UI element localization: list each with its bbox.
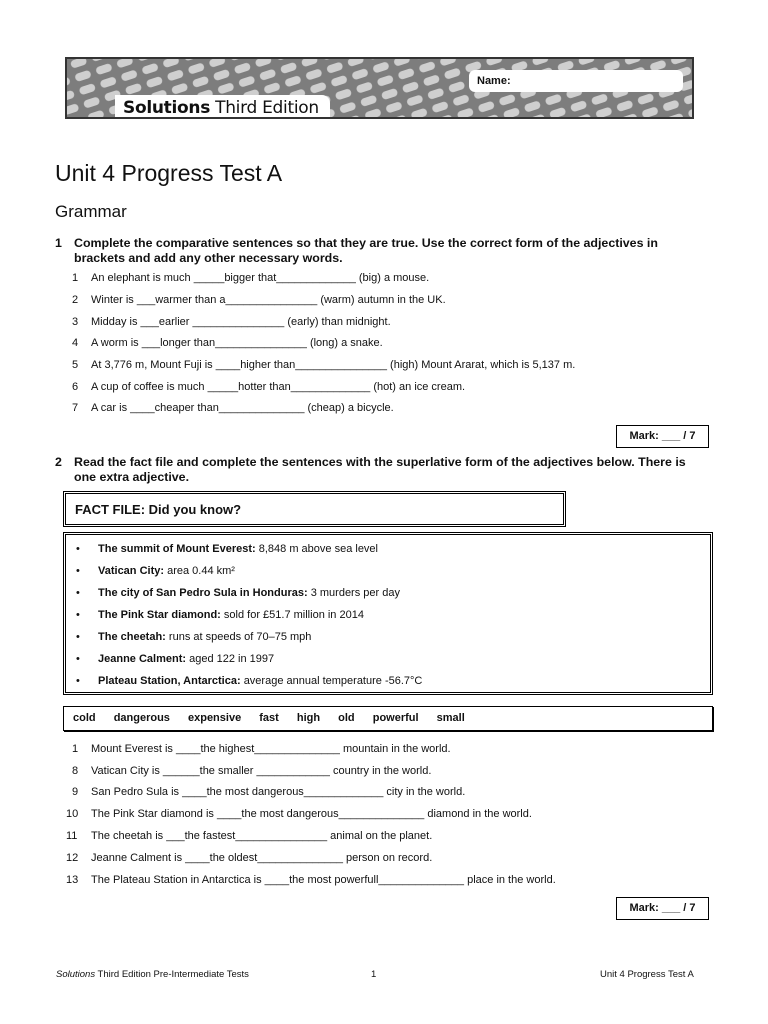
section-heading: Grammar — [55, 202, 127, 221]
fact-value: average annual temperature -56.7°C — [243, 675, 423, 687]
adjective-word: high — [296, 712, 321, 724]
fact-value: 3 murders per day — [310, 587, 400, 599]
item-number: 7 — [72, 402, 79, 414]
fact-label: The city of San Pedro Sula in Honduras: — [98, 587, 308, 599]
adjective-word: old — [338, 712, 355, 724]
question-number: 2 — [55, 455, 62, 469]
item-text: Mount Everest is ____the highest______________ mountain in the world. — [91, 743, 451, 755]
item-text: San Pedro Sula is ____the most dangerous_____________ city in the world. — [91, 786, 466, 798]
item-text: A worm is ___longer than_______________ (long) a snake. — [91, 337, 383, 349]
q2-item — [72, 764, 431, 778]
item-text: The Plateau Station in Antarctica is ____the most powerfull______________ place in the world. — [91, 874, 556, 886]
item-number: 5 — [72, 359, 79, 371]
item-number: 8 — [72, 765, 79, 777]
fact-label: Jeanne Calment: — [98, 653, 187, 665]
item-number: 11 — [66, 830, 78, 842]
footer-series: Solutions — [56, 969, 96, 980]
adjective-word: cold — [73, 712, 96, 724]
question-2-instruction — [55, 455, 695, 485]
page-title: Unit 4 Progress Test A — [55, 160, 283, 186]
adjective-word: powerful — [372, 712, 419, 724]
item-text: A cup of coffee is much _____hotter than_____________ (hot) an ice cream. — [91, 381, 466, 393]
fact-file-box — [63, 532, 713, 695]
q1-item — [72, 358, 575, 372]
fact-value: 8,848 m above sea level — [258, 543, 378, 555]
q1-item — [72, 315, 391, 329]
fact-value: sold for £51.7 million in 2014 — [223, 609, 364, 621]
q1-mark-box: Mark: ___ / 7 — [616, 425, 709, 448]
fact-item: • The cheetah: runs at speeds of 70–75 mph — [76, 631, 312, 643]
item-text: Midday is ___earlier _______________ (early) than midnight. — [91, 316, 391, 328]
item-number: 4 — [72, 337, 79, 349]
fact-label: The summit of Mount Everest: — [98, 543, 256, 555]
fact-item: • The Pink Star diamond: sold for £51.7 million in 2014 — [76, 609, 364, 621]
question-text: Read the fact file and complete the sentences with the superlative form of the adjectives below. There is one extra adjective. — [74, 455, 686, 484]
item-text: The cheetah is ___the fastest_______________ animal on the planet. — [91, 830, 433, 842]
q1-item — [72, 401, 394, 415]
footer-left — [56, 969, 249, 980]
fact-label: The cheetah: — [98, 631, 166, 643]
header-banner — [65, 57, 694, 119]
item-number: 1 — [72, 743, 79, 755]
item-number: 6 — [72, 381, 79, 393]
adjective-word: expensive — [187, 712, 242, 724]
q1-item — [72, 293, 446, 307]
item-number: 1 — [72, 272, 79, 284]
item-text: At 3,776 m, Mount Fuji is ____higher than_______________ (high) Mount Ararat, which is 5,137 m. — [91, 359, 576, 371]
fact-file-title: FACT FILE: Did you know? — [63, 491, 566, 527]
q2-item — [66, 851, 432, 865]
fact-label: Plateau Station, Antarctica: — [98, 675, 241, 687]
page-number: 1 — [371, 969, 377, 980]
adjective-word-box — [63, 706, 713, 731]
q1-item — [72, 336, 383, 350]
fact-value: runs at speeds of 70–75 mph — [168, 631, 312, 643]
name-field[interactable] — [469, 70, 683, 92]
item-text: A car is ____cheaper than______________ (cheap) a bicycle. — [91, 402, 394, 414]
brand-rest: Third Edition — [215, 98, 319, 118]
adjective-word: small — [436, 712, 465, 724]
fact-item: • Jeanne Calment: aged 122 in 1997 — [76, 653, 275, 665]
brand-logo — [115, 95, 330, 119]
footer-book: Third Edition Pre-Intermediate Tests — [95, 969, 249, 980]
fact-value: aged 122 in 1997 — [189, 653, 275, 665]
item-number: 10 — [66, 808, 79, 820]
fact-label: The Pink Star diamond: — [98, 609, 221, 621]
q2-item — [66, 829, 432, 843]
brand-bold: Solutions — [123, 98, 211, 118]
item-text: The Pink Star diamond is ____the most dangerous______________ diamond in the world. — [91, 808, 532, 820]
q2-item — [72, 785, 465, 799]
item-number: 9 — [72, 786, 79, 798]
question-1-instruction — [55, 236, 695, 266]
question-number: 1 — [55, 236, 62, 250]
q2-mark-box: Mark: ___ / 7 — [616, 897, 709, 920]
q1-item — [72, 380, 465, 394]
adjective-word: fast — [259, 712, 279, 724]
adjective-word: dangerous — [113, 712, 170, 724]
item-text: Jeanne Calment is ____the oldest______________ person on record. — [91, 852, 433, 864]
name-label: Name: — [477, 75, 511, 87]
item-number: 3 — [72, 316, 79, 328]
q2-item — [66, 807, 532, 821]
item-text: Vatican City is ______the smaller ____________ country in the world. — [91, 765, 432, 777]
item-text: Winter is ___warmer than a_______________ (warm) autumn in the UK. — [91, 294, 446, 306]
q2-item — [72, 742, 451, 756]
fact-value: area 0.44 km² — [167, 565, 235, 577]
item-number: 12 — [66, 852, 79, 864]
question-text: Complete the comparative sentences so that they are true. Use the correct form of the adjectives in brackets and add any other necessary words. — [74, 236, 658, 265]
q1-item — [72, 271, 429, 285]
fact-item: • The city of San Pedro Sula in Honduras: 3 murders per day — [76, 587, 400, 599]
item-number: 2 — [72, 294, 79, 306]
fact-item: • Vatican City: area 0.44 km² — [76, 565, 235, 577]
item-text: An elephant is much _____bigger that_____________ (big) a mouse. — [91, 272, 430, 284]
item-number: 13 — [66, 874, 79, 886]
footer-right: Unit 4 Progress Test A — [600, 969, 694, 980]
fact-item: • The summit of Mount Everest: 8,848 m above sea level — [76, 543, 378, 555]
fact-item: • Plateau Station, Antarctica: average annual temperature -56.7°C — [76, 675, 423, 687]
q2-item — [66, 873, 556, 887]
fact-label: Vatican City: — [98, 565, 165, 577]
